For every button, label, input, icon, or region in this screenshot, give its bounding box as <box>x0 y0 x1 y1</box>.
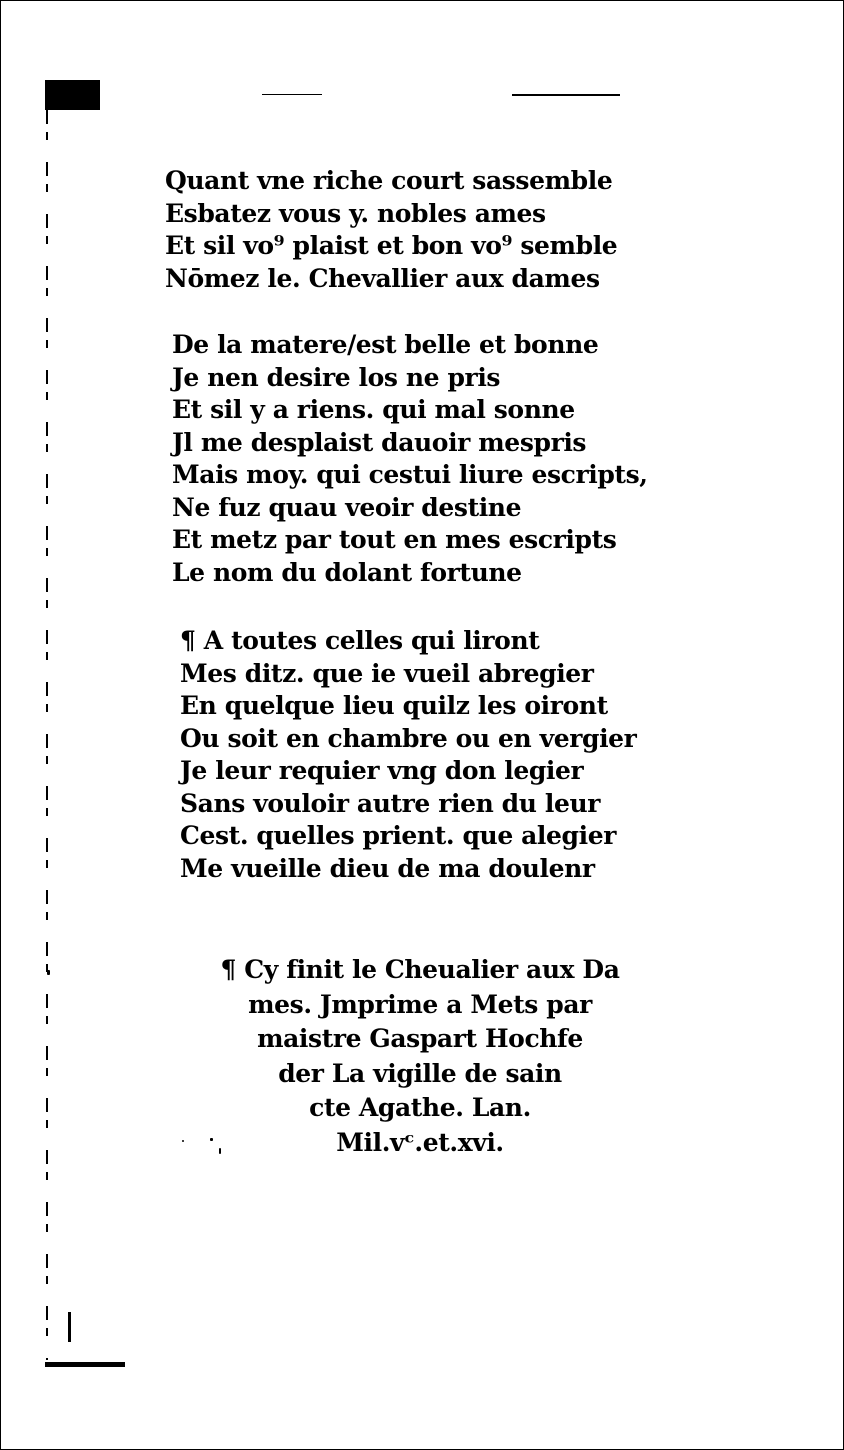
verse-line: Mes ditz. que ie vueil abregier <box>180 658 594 688</box>
colophon-line: mes. Jmprime a Mets par <box>248 989 592 1019</box>
verse-line: En quelque lieu quilz les oiront <box>180 691 608 720</box>
verse-line: Ne fuz quau veoir destine <box>172 492 522 522</box>
colophon-line: der La vigille de sain <box>278 1058 562 1088</box>
colophon-line: ¶ Cy finit le Cheualier aux Da <box>220 955 620 984</box>
verse-line: Mais moy. qui cestui liure escripts, <box>172 460 648 489</box>
verse-line: Et sil y a riens. qui mal sonne <box>172 395 575 424</box>
verse-line: Ou soit en chambre ou en vergier <box>180 723 637 753</box>
colophon-line: Mil.vᶜ.et.xvi. <box>336 1127 504 1157</box>
ink-speck <box>210 1138 213 1141</box>
top-dash-left <box>262 94 322 95</box>
verse-line: Cest. quelles prient. que alegier <box>180 821 616 850</box>
ink-speck <box>47 970 50 975</box>
stanza-3 <box>180 625 636 885</box>
top-dash-right <box>512 94 620 96</box>
ink-speck <box>219 1148 221 1154</box>
verse-line: Esbatez vous y. nobles ames <box>165 198 546 228</box>
stanza-1 <box>165 165 617 295</box>
top-margin-ink-bar <box>45 80 100 110</box>
colophon-line: cte Agathe. Lan. <box>309 1093 531 1122</box>
colophon <box>200 953 640 1160</box>
verse-line: Sans vouloir autre rien du leur <box>180 788 600 818</box>
ink-speck <box>182 1140 184 1142</box>
verse-line: Le nom du dolant fortune <box>172 557 522 587</box>
colophon-line: maistre Gaspart Hochfe <box>257 1024 583 1053</box>
verse-line: Nōmez le. Chevallier aux dames <box>165 263 600 293</box>
verse-line: Jl me desplaist dauoir mespris <box>172 427 587 457</box>
verse-line: De la matere/est belle et bonne <box>172 330 599 359</box>
verse-line: Et metz par tout en mes escripts <box>172 525 617 554</box>
verse-line: Et sil vo⁹ plaist et bon vo⁹ semble <box>165 231 618 260</box>
bottom-margin-ink-bar <box>45 1362 125 1367</box>
verse-line: Je leur requier vng don legier <box>180 756 584 785</box>
left-margin-rule <box>46 110 48 1360</box>
verse-line: ¶ A toutes celles qui liront <box>180 626 540 655</box>
verse-line: Me vueille dieu de ma doulenr <box>180 853 595 883</box>
bottom-margin-tick <box>68 1312 71 1342</box>
verse-line: Quant vne riche court sassemble <box>165 166 613 195</box>
verse-line: Je nen desire los ne pris <box>172 362 501 392</box>
stanza-2 <box>172 329 648 589</box>
